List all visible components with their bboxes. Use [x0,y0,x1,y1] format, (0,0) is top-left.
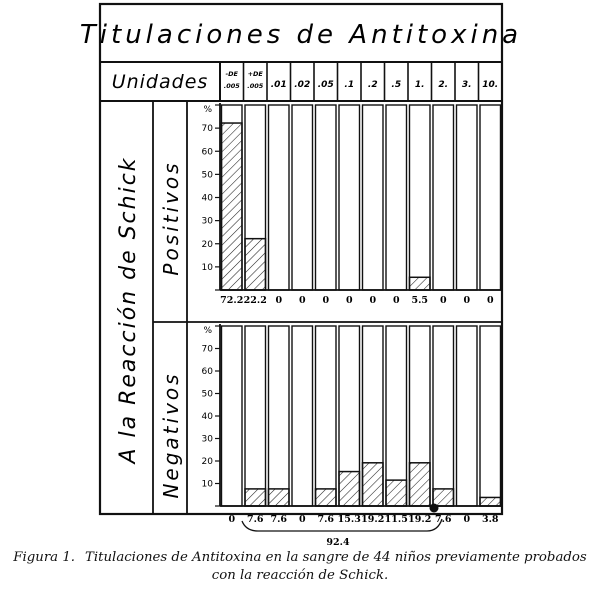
bar [316,489,337,506]
bar [269,489,290,506]
unit-header-label: .005 [223,82,240,90]
bar-value-label: 0 [439,295,447,306]
bar-value-label: 7.6 [246,514,264,525]
bar-column-frame [339,105,360,290]
caption-label: Figura 1. [13,550,76,565]
unit-header-label: 2. [438,80,449,90]
bar-value-label: 7.6 [434,514,452,525]
bar-value-label: 19.2 [408,514,432,525]
bar-layer [222,123,501,506]
bar-value-label: 0 [486,295,494,306]
unit-header-label: .01 [270,80,287,90]
y-tick-label: 20 [201,457,213,467]
caption-text: Titulaciones de Antitoxina en la sangre de 44 niños previamente probados con la reacción de Schick. [85,550,587,583]
bar-value-label: 0 [298,295,306,306]
bar-value-label: 7.6 [317,514,335,525]
bar-value-label: 5.5 [411,295,429,306]
unit-header-label: 3. [461,80,472,90]
y-tick-label: 50 [201,170,213,181]
bar [433,489,454,506]
unit-header-label: 10. [482,80,499,90]
side-label: A la Reacción de Schick [116,156,141,464]
y-tick-label: 20 [201,239,213,250]
bar [386,480,407,506]
bar-column-frame [480,105,501,290]
bar-value-label: 0 [322,295,330,306]
y-unit-label: % [203,105,212,115]
negativos-label: Negativos [159,371,183,499]
unit-header-label: .5 [391,80,402,90]
unit-header-label: -DE [225,70,239,78]
y-tick-label: 30 [201,216,213,227]
unit-header-label: .005 [247,82,264,90]
unit-header-label: .05 [317,80,334,90]
bar-column-frame [363,105,384,290]
bar-column-frame [410,105,431,290]
unit-header-label: 1. [414,80,425,90]
bar [245,239,266,290]
chart-title: Titulaciones de Antitoxina [79,20,523,50]
y-tick-label: 40 [201,193,213,204]
bar-column-frame [480,326,501,506]
y-tick-label: 10 [201,479,213,490]
bar-value-label: 0 [228,514,236,525]
bar-value-label: 11.5 [384,514,408,525]
bar [480,497,501,506]
positivos-label: Positivos [159,160,183,276]
bar-value-label: 22.2 [243,295,267,306]
bracket-total: 92.4 [326,537,350,548]
bar-value-label: 15.3 [337,514,361,525]
bar-value-label: 0 [345,295,353,306]
bar [363,463,384,506]
y-tick-label: 60 [201,147,213,158]
bar-column-frame [316,326,337,506]
bracket-dot [430,504,439,513]
bar-value-label: 0 [298,514,306,525]
bar-column-frame [457,326,478,506]
bar-value-label: 0 [369,295,377,306]
bar [245,489,266,506]
bar-column-frame [433,105,454,290]
bar-value-label: 7.6 [270,514,288,525]
bar-value-label: 0 [463,295,471,306]
y-tick-label: 10 [201,262,213,273]
y-unit-label: % [203,326,212,336]
unit-header-label: .1 [344,80,355,90]
y-tick-label: 60 [201,367,213,377]
bar-column-frame [386,326,407,506]
unit-header-label: +DE [247,70,263,78]
y-tick-label: 70 [201,344,213,355]
unit-header-label: .02 [294,80,311,90]
bar-column-frame [316,105,337,290]
bar-value-label: 3.8 [481,514,499,525]
bar [410,277,431,290]
figure-caption [0,549,600,585]
unidades-label: Unidades [111,71,209,93]
bar-column-frame [386,105,407,290]
bar-value-label: 0 [275,295,283,306]
bar-value-label: 72.2 [220,295,244,306]
bar-column-frame [292,326,313,506]
bar [222,123,243,290]
unit-header-label: .2 [367,80,378,90]
y-tick-label: 50 [201,389,213,400]
bar-value-label: 0 [392,295,400,306]
y-tick-label: 70 [201,124,213,135]
bar-value-label: 0 [463,514,471,525]
bar [410,463,431,506]
bar-column-frame [457,105,478,290]
bar [339,472,360,506]
y-tick-label: 40 [201,412,213,422]
bar-column-frame [222,326,243,506]
bar-column-frame [292,105,313,290]
bar-column-frame [245,326,266,506]
y-tick-label: 30 [201,434,213,445]
bar-column-frame [269,326,290,506]
bar-column-frame [269,105,290,290]
bar-value-label: 19.2 [361,514,385,525]
bar-column-frame [433,326,454,506]
